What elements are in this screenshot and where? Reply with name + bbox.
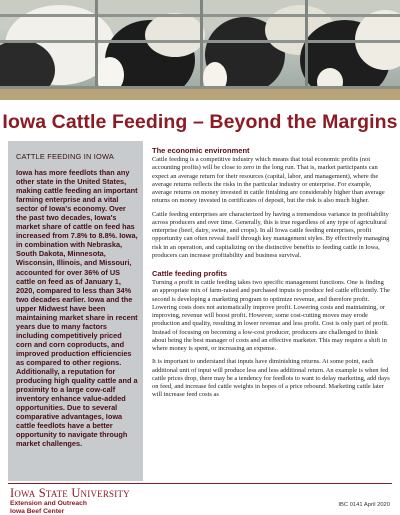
sidebar-heading: CATTLE FEEDING IN IOWA bbox=[16, 152, 115, 161]
publication-id: IBC 0141 April 2020 bbox=[338, 502, 390, 508]
university-logo: Iowa State University bbox=[10, 486, 130, 500]
footer-rule bbox=[8, 483, 392, 484]
page-title: Iowa Cattle Feeding – Beyond the Margins bbox=[2, 111, 398, 133]
center-label: Iowa Beef Center bbox=[10, 508, 65, 515]
paragraph: Cattle feeding enterprises are characterized by having a tremendous variance in profitability across producers and over time. Generally, this is true regardless of any type of agricultural enterprise (beef, dairy, swine, and crops). In all Iowa cattle feeding enterprises, profit opportunity can often reveal itself through key management styles. By effectively managing risk in an operation, and capitalizing on the distinctive benefits to feeding cattle in Iowa, producers can increase profitability and business survival. bbox=[152, 210, 390, 259]
header-photo bbox=[0, 0, 400, 100]
paragraph: It is important to understand that inputs have diminishing returns. At some point, each additional unit of input will produce less and less additional return. An example is when fed cattle prices drop, there may be a tendency for feedlots to want to delay marketing, add days on feed, and increase fed cattle weights in hopes of a price rebound. Marketing cattle later will increase feed costs as bbox=[152, 358, 390, 399]
paragraph: Turning a profit in cattle feeding takes two specific management functions. One is finding an appropriate mix of farm-raised and purchased inputs to produce fed cattle efficiently. The second is developing a marketing program to optimize revenue, and therefore profit. Lowering costs does not automatically improve profit. Lowering costs and maintaining, or improving, revenue will boost profit. However, some cost-cutting moves may erode production and quality, resulting in lower revenue and less profit. Cost is only part of profit. Instead of focusing on becoming a low-cost producer, producers are challenged to think about being the best manager of costs and an effective marketer. This may require a shift in where money is spent, or increasing an expense. bbox=[152, 279, 390, 352]
section-heading-cattle-feeding-profits: Cattle feeding profits bbox=[152, 269, 228, 278]
paragraph: Cattle feeding is a competitive industry which means that total economic profits (not accounting profits) will be close to zero in the long run. That is, market participants can expect an average return for their resources (capital, labor, and management), where the average returns reflects the risks in the particular industry or enterprise. For example, average returns on money invested in cattle finishing are considerably higher than average returns on money invested in certificates of deposit, but the risk is also much higher. bbox=[152, 156, 385, 205]
sidebar-text: Iowa has more feedlots than any other state in the United States, making cattle feeding an important farming enterprise and a vital sector of Iowa's economy. Over the past two decades, Iowa's market share of cattle on feed has increased from 7.8% to 8.8%. Iowa, in combination with Nebraska, South Dakota, Minnesota, Wisconsin, Illinois, and Missouri, accounted for over 36% of US cattle on feed as of January 1, 2020, compared to less than 34% two decades earlier. Iowa and the upper Midwest have been maintaining market share in recent years due to many factors including competitively priced corn and corn coproducts, and improved production efficiencies as compared to other regions. Additionally, a reputation for producing high quality cattle and a proximity to a large cow-calf inventory enhance value-added opportunities. Due to several comparative advantages, Iowa cattle feedlots have a better opportunity to navigate through market challenges. bbox=[16, 168, 138, 449]
main-column bbox=[152, 146, 390, 405]
cattle-photo-illustration bbox=[0, 0, 400, 100]
extension-label: Extension and Outreach bbox=[10, 500, 87, 507]
section-heading-economic-environment: The economic environment bbox=[152, 146, 250, 155]
